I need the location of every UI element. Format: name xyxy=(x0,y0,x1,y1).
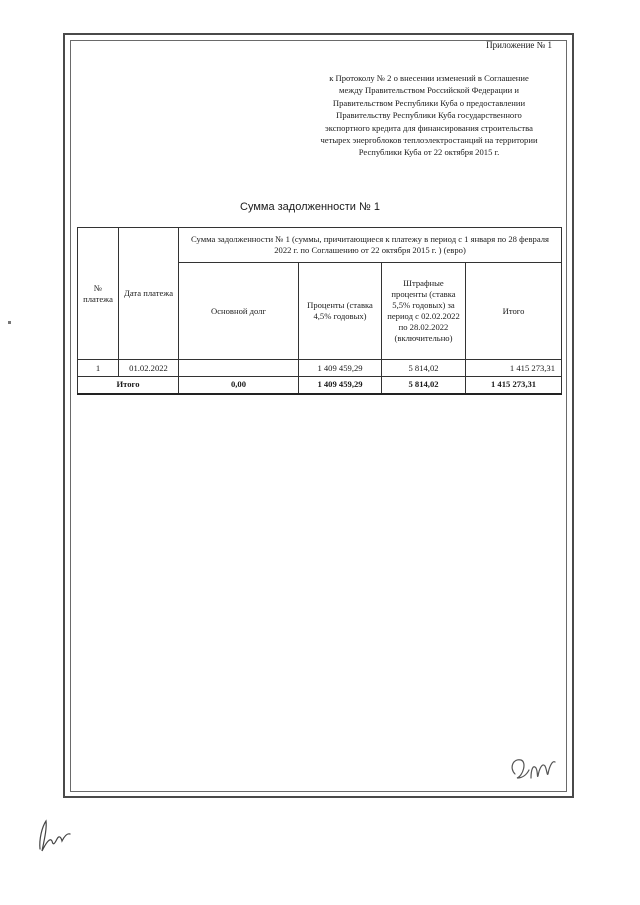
debt-table xyxy=(77,227,562,395)
scan-speck xyxy=(8,321,11,324)
protocol-reference xyxy=(298,72,560,159)
cell-total: 1 415 273,31 xyxy=(466,360,562,377)
annex-label: Приложение № 1 xyxy=(486,40,552,50)
total-principal: 0,00 xyxy=(179,377,299,394)
table-title: Сумма задолженности № 1 xyxy=(240,201,380,213)
cell-interest: 1 409 459,29 xyxy=(299,360,382,377)
cell-principal xyxy=(179,360,299,377)
total-interest: 1 409 459,29 xyxy=(299,377,382,394)
total-row xyxy=(78,377,562,394)
signature-initials-right xyxy=(505,748,565,788)
header-total: Итого xyxy=(466,263,562,360)
header-payment-number: № платежа xyxy=(78,228,119,360)
protocol-line: четырех энергоблоков теплоэлектростанций на территории xyxy=(320,135,538,146)
protocol-line: Правительству Республики Куба государственного xyxy=(336,110,522,121)
protocol-line: между Правительством Российской Федерации и xyxy=(339,85,519,96)
table-row xyxy=(78,360,562,377)
total-label: Итого xyxy=(78,377,179,394)
header-payment-date: Дата платежа xyxy=(119,228,179,360)
protocol-line: Правительством Республики Куба о предоставлении xyxy=(332,97,526,108)
protocol-line: к Протоколу № 2 о внесении изменений в Соглашение xyxy=(329,73,529,83)
header-interest: Проценты (ставка 4,5% годовых) xyxy=(299,263,382,360)
cell-number: 1 xyxy=(78,360,119,377)
header-debt-group: Сумма задолженности № 1 (суммы, причитающиеся к платежу в период с 1 января по 28 февраля 2022 г. по Соглашению от 22 октября 2015 г. ) (евро) xyxy=(179,228,562,263)
protocol-line: Республики Куба от 22 октября 2015 г. xyxy=(358,147,500,158)
header-penalty: Штрафные проценты (ставка 5,5% годовых) за период с 02.02.2022 по 28.02.2022 (включительно) xyxy=(382,263,466,360)
total-sum: 1 415 273,31 xyxy=(466,377,562,394)
signature-initials-left xyxy=(30,815,75,855)
protocol-line: экспортного кредита для финансирования строительства xyxy=(325,122,533,133)
cell-date: 01.02.2022 xyxy=(119,360,179,377)
header-principal: Основной долг xyxy=(179,263,299,360)
cell-penalty: 5 814,02 xyxy=(382,360,466,377)
total-penalty: 5 814,02 xyxy=(382,377,466,394)
